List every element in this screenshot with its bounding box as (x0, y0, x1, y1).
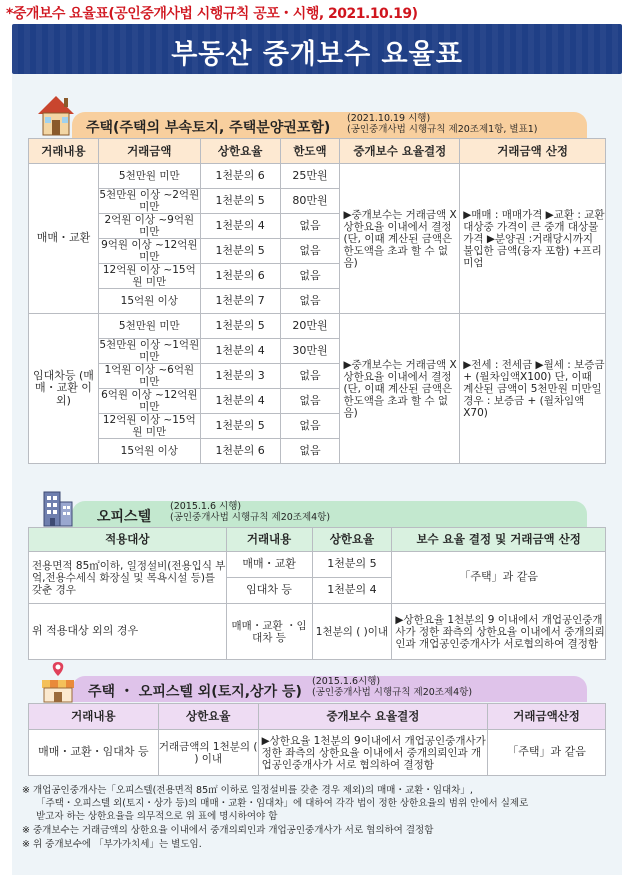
top-notice: *중개보수 요율표(공인중개사법 시행규칙 공포・시행, 2021.10.19) (6, 6, 418, 22)
housing-table (28, 138, 606, 464)
other-desc: ▶상한요율 1천분의 9이내에서 개업공인중개사가 정한 좌측의 상한요율 이내에서 중개의뢰인과 개업공인중개사가 서로 협의하여 결정함 (258, 730, 488, 776)
housing-header-calc: 거래금액 산정 (460, 139, 606, 164)
building-icon (38, 488, 78, 528)
table-row: 1천분의 5 (200, 314, 280, 339)
table-row: 9억원 이상 ~12억원 미만 (98, 239, 200, 264)
table-row: 없음 (280, 264, 340, 289)
officetel-lease-rate: 1천분의 4 (312, 578, 392, 604)
content-panel (12, 74, 622, 875)
table-row: 1천분의 6 (200, 439, 280, 464)
table-row: 없음 (280, 414, 340, 439)
officetel-note-law: (공인중개사법 시행규칙 제20조제4항) (170, 512, 331, 523)
table-row: 1천분의 3 (200, 364, 280, 389)
table-row: 1억원 이상 ~6억원 미만 (98, 364, 200, 389)
lease-decision: ▶중개보수는 거래금액 X 상한요율 이내에서 결정 (단, 이때 계산된 금액은 한도액을 초과 할 수 없음) (340, 314, 460, 464)
other-header-calc: 거래금액산정 (488, 704, 606, 730)
table-row: 5천만원 이상 ~1억원 미만 (99, 339, 200, 363)
table-row: 없음 (280, 239, 340, 264)
officetel-header-type: 거래내용 (226, 528, 312, 552)
other-title: 주택 ・ 오피스텔 외(토지,상가 등) (88, 684, 302, 700)
officetel-table (28, 527, 606, 660)
table-row: 1천분의 6 (200, 164, 280, 189)
housing-header-amount: 거래금액 (98, 139, 200, 164)
table-row: 1천분의 4 (200, 339, 280, 364)
table-row: 1천분의 5 (200, 239, 280, 264)
officetel-sale-type: 매매・교환 (226, 552, 312, 578)
officetel-title: 오피스텔 (97, 509, 152, 525)
housing-header-rate: 상한요율 (200, 139, 280, 164)
table-row: 1천분의 4 (200, 389, 280, 414)
officetel-target-1: 전용면적 85㎡이하, 일정설비(전용입식 부엌,전용수세식 화장실 및 목욕시설 등)를 갖춘 경우 (29, 552, 227, 604)
officetel-note-date: (2015.1.6 시행) (170, 501, 242, 512)
housing-header-decision: 중개보수 요율결정 (340, 139, 460, 164)
page-title: 부동산 중개보수 요율표 (171, 39, 463, 70)
officetel-header-rate: 상한요율 (312, 528, 392, 552)
table-row: 없음 (280, 439, 340, 464)
other-type: 매매・교환・임대차 등 (29, 730, 159, 776)
sale-calc: ▶매매 : 매매가격 ▶교환 : 교환대상중 가격이 큰 중개 대상물 가격 ▶분양권 :거래당시까지 불입한 금액(융자 포함) +프리미엄 (460, 164, 606, 314)
table-row: 5천만원 이상 ~2억원 미만 (99, 189, 200, 213)
sale-decision: ▶중개보수는 거래금액 X 상한요율 이내에서 결정 (단, 이때 계산된 금액은 한도액을 초과 할 수 없음) (340, 164, 460, 314)
table-row: 30만원 (280, 339, 340, 364)
footnote-4: ※ 중개보수는 거래금액의 상한요율 이내에서 중개의뢰인과 개업공인중개사가 서로 협의하여 결정함 (22, 825, 434, 836)
footnote-1: ※ 개업공인중개사는「오피스텔(전용면적 85㎡ 이하로 일정설비를 갖춘 경우 제외)의 매매・교환・임대차」, (22, 785, 473, 796)
officetel-header-decision: 보수 요율 결정 및 거래금액 산정 (392, 528, 606, 552)
table-row: 없음 (280, 289, 340, 314)
other-rate: 거래금액의 1천분의 ( ) 이내 (158, 730, 258, 776)
house-icon (34, 92, 78, 138)
table-row: 25만원 (280, 164, 340, 189)
other-table (28, 703, 606, 776)
officetel-other-type: 매매・교환 ・임대차 등 (226, 604, 312, 660)
other-note-law: (공인중개사법 시행규칙 제20조제4항) (312, 687, 473, 698)
housing-header-limit: 한도액 (280, 139, 340, 164)
lease-calc: ▶전세 : 전세금 ▶월세 : 보증금 + (월차임액X100) 단, 이때 계산된 금액이 5천만원 미만일 경우 : 보증금 + (월차임액X70) (460, 314, 606, 464)
table-row: 없음 (280, 364, 340, 389)
table-row: 1천분의 7 (200, 289, 280, 314)
table-row: 12억원 이상 ~15억원 미만 (98, 414, 200, 439)
other-header-type: 거래내용 (29, 704, 159, 730)
other-note-date: (2015.1.6시행) (312, 676, 381, 687)
footnote-3: 받고자 하는 상한요율을 의무적으로 위 표에 명시하여야 함 (36, 811, 278, 822)
table-row: 2억원 이상 ~9억원 미만 (98, 214, 200, 239)
officetel-other-desc: ▶상한요율 1천분의 9 이내에서 개업공인중개사가 정한 좌측의 상한요율 이내에서 중개의뢰인과 개업공인중개사가 서로협의하여 결정함 (392, 604, 606, 660)
officetel-same-as: 「주택」과 같음 (392, 552, 606, 604)
table-row: 1천분의 6 (200, 264, 280, 289)
officetel-lease-type: 임대차 등 (226, 578, 312, 604)
officetel-other-rate: 1천분의 ( )이내 (312, 604, 392, 660)
housing-header-type: 거래내용 (29, 139, 99, 164)
table-row: 5천만원 미만 (98, 164, 200, 189)
table-row: 15억원 이상 (98, 439, 200, 464)
other-header-decision: 중개보수 요율결정 (258, 704, 488, 730)
officetel-header-target: 적용대상 (29, 528, 227, 552)
table-row: 1천분의 5 (200, 189, 280, 214)
table-row: 20만원 (280, 314, 340, 339)
other-same-as: 「주택」과 같음 (488, 730, 606, 776)
officetel-target-2: 위 적용대상 외의 경우 (29, 604, 227, 660)
lease-type: 임대차등 (매매・교환 이외) (29, 314, 99, 464)
housing-note-date: (2021.10.19 시행) (347, 113, 431, 124)
title-banner (12, 24, 622, 74)
table-row: 6억원 이상 ~12억원 미만 (98, 389, 200, 414)
footnote-5: ※ 위 중개보수에 「부가가치세」는 별도임. (22, 839, 202, 850)
table-row: 80만원 (280, 189, 340, 214)
shop-icon (38, 660, 80, 704)
officetel-sale-rate: 1천분의 5 (312, 552, 392, 578)
footnote-2: 「주택・오피스텔 외(토지・상가 등)의 매매・교환・임대차」에 대하여 각각 법이 정한 상한요율의 범위 안에서 실제로 (36, 798, 529, 809)
table-row: 5천만원 미만 (98, 314, 200, 339)
table-row: 1천분의 5 (200, 414, 280, 439)
sale-type: 매매・교환 (29, 164, 99, 314)
other-header-rate: 상한요율 (158, 704, 258, 730)
table-row: 없음 (280, 214, 340, 239)
housing-title: 주택(주택의 부속토지, 주택분양권포함) (86, 120, 331, 136)
table-row: 12억원 이상 ~15억원 미만 (98, 264, 200, 289)
table-row: 없음 (280, 389, 340, 414)
housing-note-law: (공인중개사법 시행규칙 제20조제1항, 별표1) (347, 124, 538, 135)
table-row: 1천분의 4 (200, 214, 280, 239)
table-row: 15억원 이상 (98, 289, 200, 314)
